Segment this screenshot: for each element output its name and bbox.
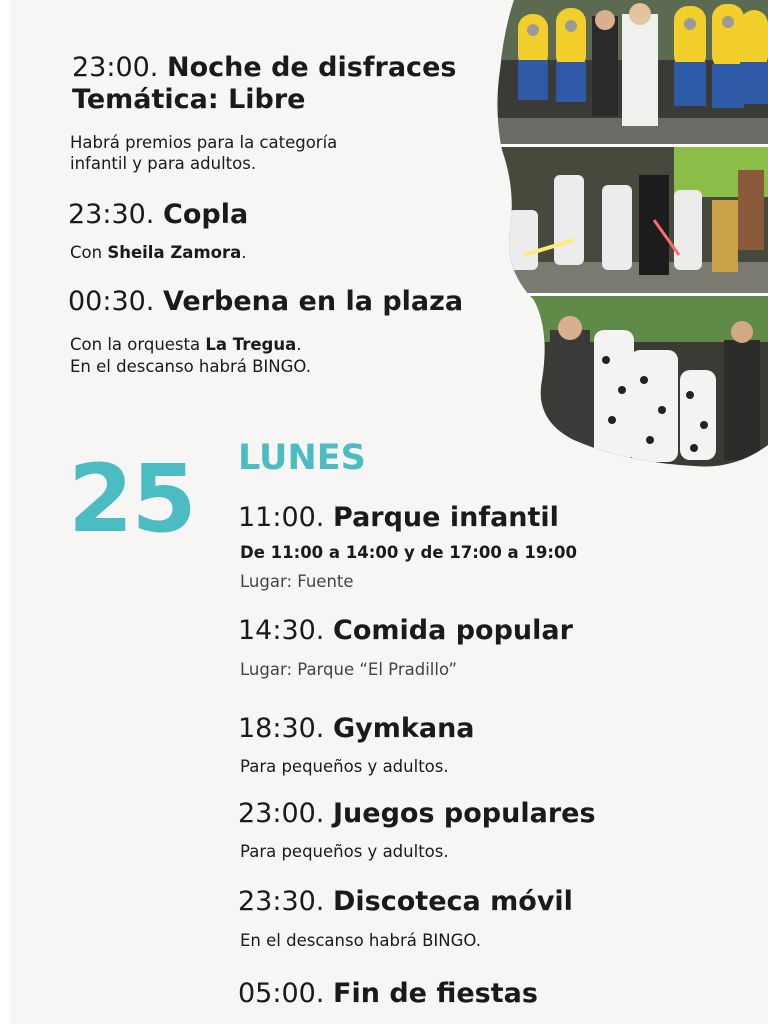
event-location: Lugar: Parque “El Pradillo”	[240, 660, 458, 679]
event-discoteca-movil-heading	[238, 886, 573, 918]
event-juegos-populares-heading	[238, 798, 596, 830]
dalmatians-costume-group-photo	[494, 296, 768, 468]
event-time: 23:00.	[72, 52, 159, 83]
event-parque-infantil-heading	[238, 502, 559, 534]
event-description: En el descanso habrá BINGO.	[70, 357, 311, 376]
event-description: infantil y para adultos.	[70, 154, 257, 173]
schedule-hours: De 11:00 a 14:00 y de 17:00 a 19:00	[240, 543, 577, 562]
event-description: En el descanso habrá BINGO.	[240, 931, 481, 950]
event-title: Verbena en la plaza	[163, 286, 464, 317]
event-title: Comida popular	[333, 615, 573, 646]
event-time: 14:30.	[238, 615, 325, 646]
event-title: Copla	[163, 199, 249, 230]
day-name: LUNES	[238, 438, 366, 478]
photo-collage	[494, 0, 768, 468]
event-noche-disfraces-heading	[72, 52, 456, 84]
event-title: Gymkana	[333, 713, 475, 744]
event-title: Juegos populares	[333, 798, 596, 829]
event-gymkana-heading	[238, 713, 475, 745]
band-name: La Tregua	[205, 335, 297, 354]
desc-text: .	[296, 335, 302, 354]
desc-text: Con la orquesta	[70, 335, 206, 354]
event-copla-heading	[68, 199, 248, 231]
desc-text: .	[241, 243, 247, 262]
event-verbena-heading	[68, 286, 463, 318]
event-description: Habrá premios para la categoría	[70, 133, 338, 152]
star-wars-costume-group-photo	[494, 147, 768, 296]
event-fin-fiestas-heading	[238, 978, 538, 1010]
event-time: 11:00.	[238, 502, 325, 533]
event-description	[70, 242, 247, 263]
event-time: 23:30.	[238, 886, 325, 917]
event-time: 18:30.	[238, 713, 325, 744]
minions-costume-group-photo	[494, 0, 768, 147]
performer-name: Sheila Zamora	[107, 243, 242, 262]
left-margin-stripe	[0, 0, 10, 1024]
event-title: Noche de disfraces	[167, 52, 457, 83]
event-description: Para pequeños y adultos.	[240, 757, 449, 776]
event-time: 00:30.	[68, 286, 155, 317]
event-location: Lugar: Fuente	[240, 572, 354, 591]
event-time: 23:30.	[68, 199, 155, 230]
event-schedule	[240, 542, 577, 563]
event-time: 23:00.	[238, 798, 325, 829]
event-description: Para pequeños y adultos.	[240, 842, 449, 861]
event-title: Fin de fiestas	[333, 978, 538, 1009]
event-comida-popular-heading	[238, 615, 573, 647]
event-subtitle: Temática: Libre	[72, 84, 306, 115]
event-title: Parque infantil	[333, 502, 559, 533]
event-time: 05:00.	[238, 978, 325, 1009]
day-number: 25	[68, 445, 195, 554]
event-description	[70, 334, 301, 355]
event-title: Discoteca móvil	[333, 886, 573, 917]
desc-text: Con	[70, 243, 108, 262]
